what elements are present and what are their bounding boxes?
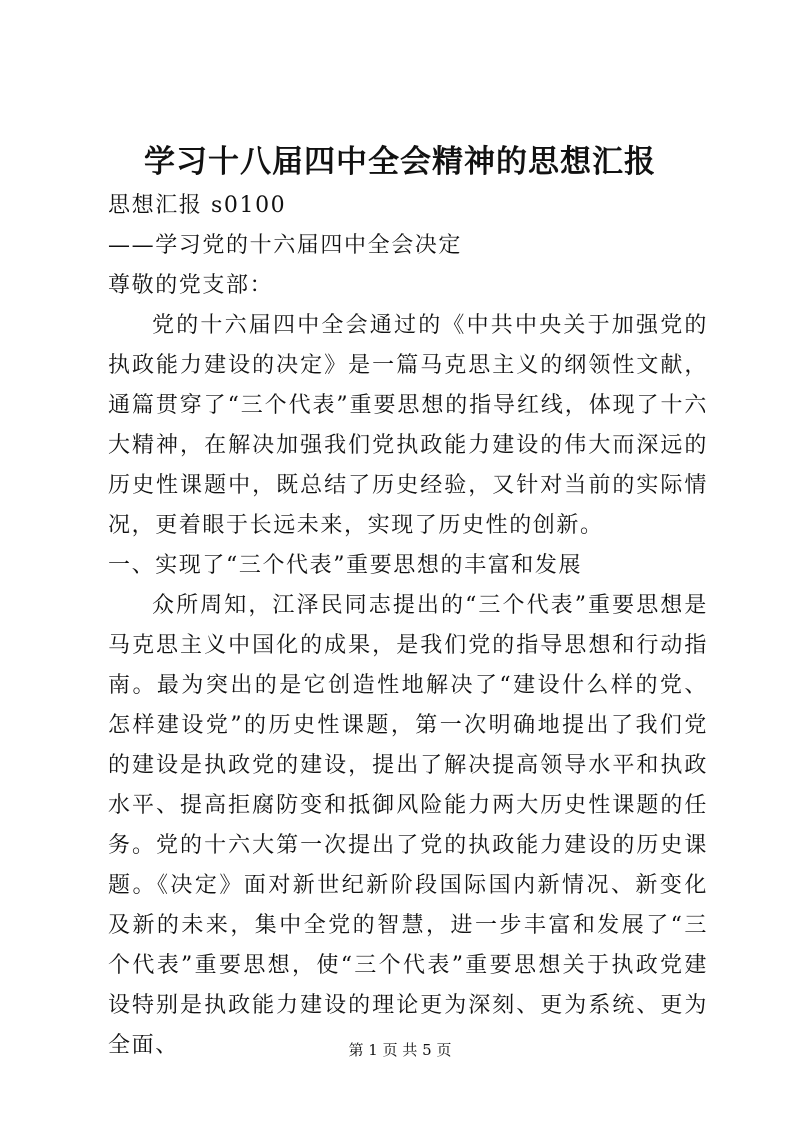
- body-paragraph: 党的十六届四中全会通过的《中共中央关于加强党的执政能力建设的决定》是一篇马克思主义的纲领性文献，通篇贯穿了“三个代表”重要思想的指导红线，体现了十六大精神，在解决加强我们党执政能力建设的伟大而深远的历史性课题中，既总结了历史经验，又针对当前的实际情况，更着眼于长远未来，实现了历史性的创新。: [108, 313, 708, 538]
- document-body: [108, 186, 708, 1066]
- section-heading: 一、实现了“三个代表”重要思想的丰富和发展: [108, 553, 583, 578]
- body-paragraph: 众所周知，江泽民同志提出的“三个代表”重要思想是马克思主义中国化的成果，是我们党的指导思想和行动指南。最为突出的是它创造性地解决了“建设什么样的党、怎样建设党”的历史性课题，第一次明确地提出了我们党的建设是执政党的建设，提出了解决提高领导水平和执政水平、提高拒腐防变和抵御风险能力两大历史性课题的任务。党的十六大第一次提出了党的执政能力建设的历史课题。《决定》面对新世纪新阶段国际国内新情况、新变化及新的未来，集中全党的智慧，进一步丰富和发展了“三个代表”重要思想，使“三个代表”重要思想关于执政党建设特别是执政能力建设的理论更为深刻、更为系统、更为全面、: [108, 593, 708, 1058]
- subtitle-line: ——学习党的十六届四中全会决定: [108, 233, 463, 258]
- report-subject-line: 思想汇报 s0100: [108, 193, 287, 218]
- page-footer: 第 1 页 共 5 页: [348, 1041, 452, 1059]
- salutation: 尊敬的党支部：: [108, 273, 274, 298]
- document-title: 学习十八届四中全会精神的思想汇报: [144, 144, 656, 180]
